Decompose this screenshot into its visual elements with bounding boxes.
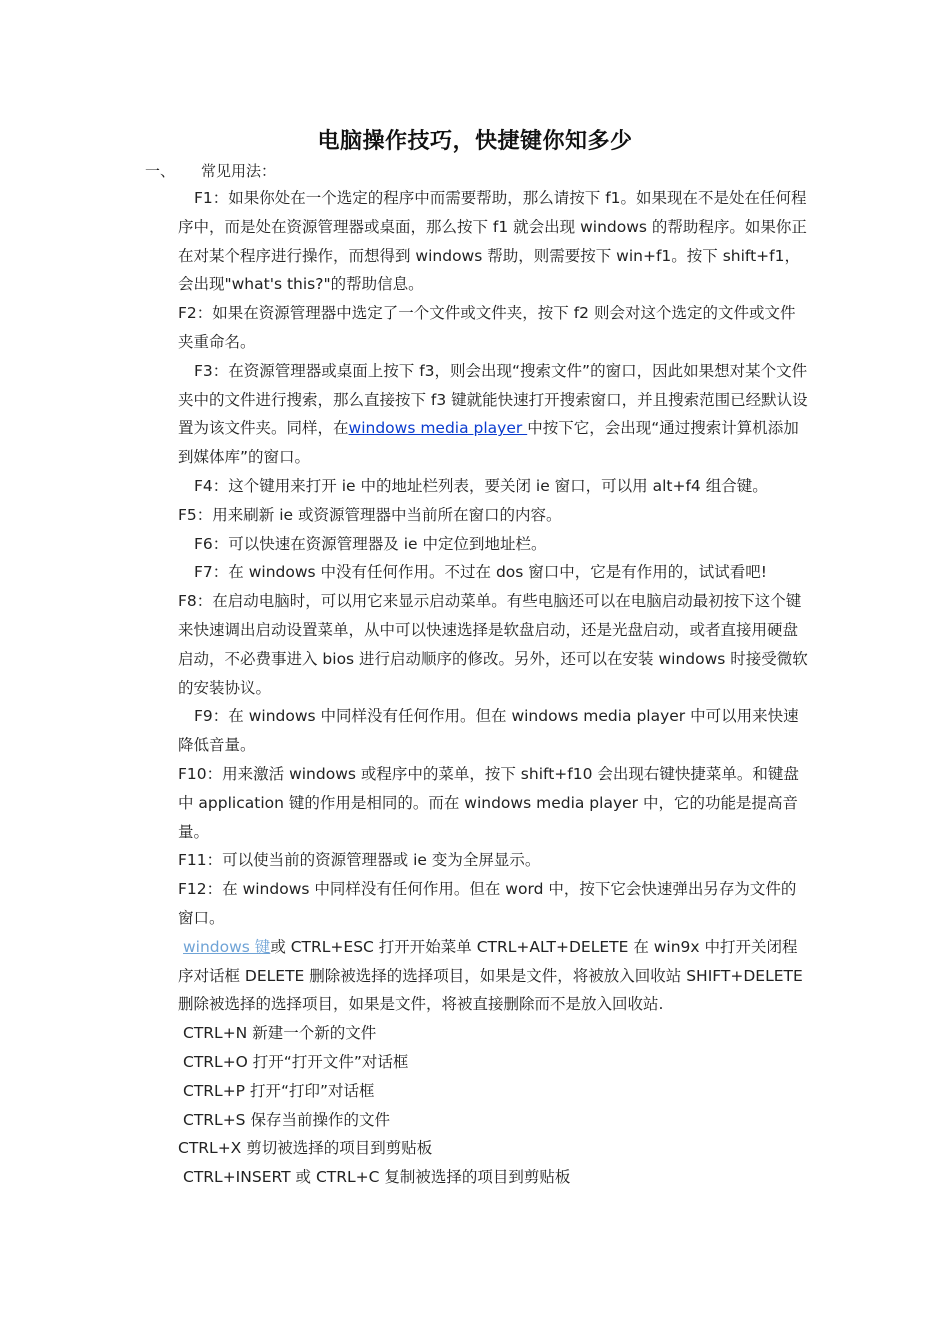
shortcut-ctrl-c: CTRL+INSERT 或 CTRL+C 复制被选择的项目到剪贴板 <box>183 1168 571 1187</box>
document-body <box>178 184 808 1192</box>
paragraph-f8: F8：在启动电脑时，可以用它来显示启动菜单。有些电脑还可以在电脑启动最初按下这个键来快速调出启动设置菜单，从中可以快速选择是软盘启动，还是光盘启动，或者直接用硬盘启动，不必费事进入 bios 进行启动顺序的修改。另外，还可以在安装 windows 时接受微软的安装协议。 <box>178 592 808 697</box>
windows-media-player-link[interactable]: windows media player <box>348 419 528 438</box>
paragraph-windows-key <box>178 933 808 1019</box>
windows-key-link[interactable]: windows 键 <box>183 937 271 956</box>
section-number: 一、 <box>145 162 176 180</box>
shortcut-ctrl-o: CTRL+O 打开“打开文件”对话框 <box>183 1052 409 1071</box>
shortcut-ctrl-p: CTRL+P 打开“打印”对话框 <box>183 1081 375 1100</box>
shortcut-ctrl-n: CTRL+N 新建一个新的文件 <box>183 1024 377 1043</box>
paragraph-f3-text: F3：在资源管理器或桌面上按下 f3，则会出现“搜索文件”的窗口，因此如果想对某个文件夹中的文件进行搜索，那么直接按下 f3 键就能快速打开搜索窗口，并且搜索范围已经默认设置为该文件夹。同样，在 <box>178 361 808 438</box>
paragraph-f5: F5：用来刷新 ie 或资源管理器中当前所在窗口的内容。 <box>178 505 562 524</box>
shortcut-ctrl-s: CTRL+S 保存当前操作的文件 <box>183 1110 390 1129</box>
section-heading <box>145 160 276 181</box>
paragraph-f10: F10：用来激活 windows 或程序中的菜单，按下 shift+f10 会出现右键快捷菜单。和键盘中 application 键的作用是相同的。而在 windows media player 中，它的功能是提高音量。 <box>178 764 799 841</box>
shortcut-ctrl-x: CTRL+X 剪切被选择的项目到剪贴板 <box>178 1139 433 1158</box>
paragraph-f1: F1：如果你处在一个选定的程序中而需要帮助，那么请按下 f1。如果现在不是处在任何程序中，而是处在资源管理器或桌面，那么按下 f1 就会出现 windows 的帮助程序。如果你正在对某个程序进行操作，而想得到 windows 帮助，则需要按下 win+f1。按下 shift+f1，会出现"what's this?"的帮助信息。 <box>178 189 807 294</box>
paragraph-f6: F6：可以快速在资源管理器及 ie 中定位到地址栏。 <box>194 534 547 553</box>
paragraph-f9: F9：在 windows 中同样没有任何作用。但在 windows media player 中可以用来快速降低音量。 <box>178 707 799 755</box>
page-title: 电脑操作技巧，快捷键你知多少 <box>317 129 633 154</box>
paragraph-f11: F11：可以使当前的资源管理器或 ie 变为全屏显示。 <box>178 851 541 870</box>
section-label: 常见用法： <box>201 162 277 180</box>
paragraph-f3-text-end: 中按下它，会出现“通过搜索计算机添加到媒体库”的窗口。 <box>178 419 799 467</box>
paragraph-f12: F12：在 windows 中同样没有任何作用。但在 word 中，按下它会快速弹出另存为文件的窗口。 <box>178 880 797 927</box>
paragraph-f2: F2：如果在资源管理器中选定了一个文件或文件夹，按下 f2 则会对这个选定的文件或文件夹重命名。 <box>178 304 796 351</box>
paragraph-f3 <box>178 357 808 472</box>
paragraph-f4: F4：这个键用来打开 ie 中的地址栏列表，要关闭 ie 窗口，可以用 alt+f4 组合键。 <box>194 476 768 495</box>
paragraph-windows-key-text: 或 CTRL+ESC 打开开始菜单 CTRL+ALT+DELETE 在 win9x 中打开关闭程序对话框 DELETE 删除被选择的选择项目，如果是文件，将被放入回收站 SHIFT+DELETE 删除被选择的选择项目，如果是文件，将被直接删除而不是放入回收站. <box>178 937 803 1014</box>
paragraph-f7: F7：在 windows 中没有任何作用。不过在 dos 窗口中，它是有作用的，试试看吧! <box>194 563 767 582</box>
